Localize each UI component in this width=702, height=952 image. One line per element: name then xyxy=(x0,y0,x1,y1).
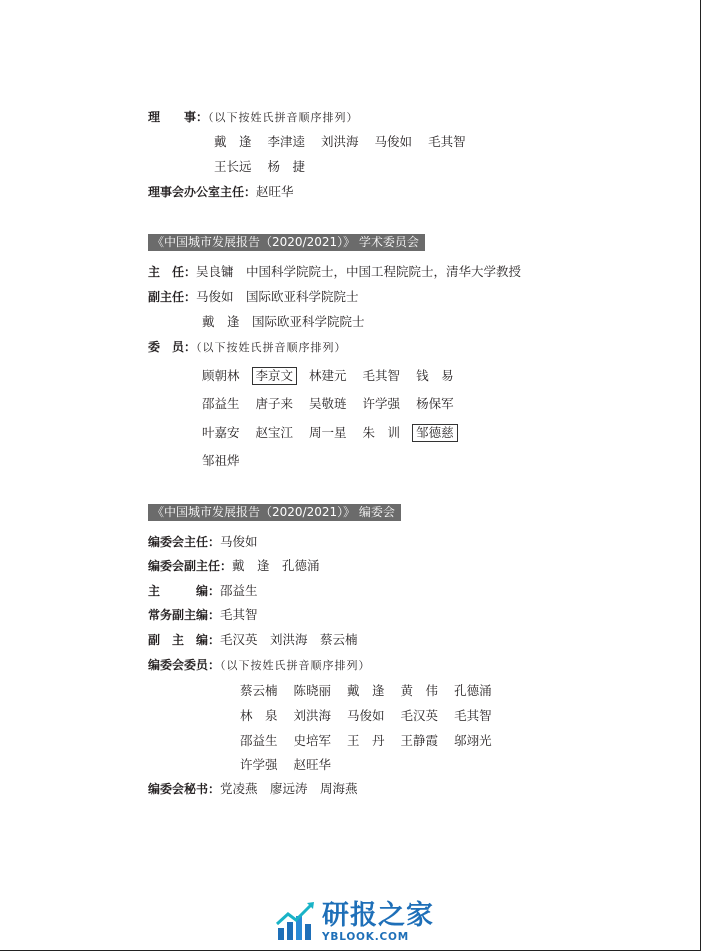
academic-member: 邵益生 xyxy=(202,396,240,411)
academic-member: 周一星 xyxy=(309,425,347,440)
editorial-member: 邵益生 xyxy=(240,733,278,748)
academic-member: 毛其智 xyxy=(362,368,401,383)
academic-row-4 xyxy=(202,453,256,469)
editorial-members-note: （以下按姓氏拼音顺序排列） xyxy=(220,659,371,672)
editorial-row-1 xyxy=(240,683,508,699)
editorial-member: 王 丹 xyxy=(347,733,385,748)
editorial-secretary-line xyxy=(148,781,358,797)
editorial-members-label: 编委会委员： xyxy=(148,658,221,672)
editorial-member: 戴 逢 xyxy=(347,683,385,698)
board-office-line xyxy=(148,184,294,200)
editorial-header: 《中国城市发展报告（2020/2021）》 编委会 xyxy=(148,504,401,521)
academic-member: 唐子来 xyxy=(255,396,294,411)
editorial-member: 毛其智 xyxy=(454,708,492,723)
academic-member: 顾朝林 xyxy=(202,368,240,383)
editorial-member: 刘洪海 xyxy=(293,708,332,723)
board-office-label: 理事会办公室主任： xyxy=(148,185,257,199)
academic-members-line xyxy=(148,339,347,356)
board-line xyxy=(148,109,359,126)
academic-header: 《中国城市发展报告（2020/2021）》 学术委员会 xyxy=(148,234,425,251)
board-member: 戴 逢 xyxy=(214,134,252,149)
academic-row-3 xyxy=(202,424,470,442)
editorial-member: 王静霞 xyxy=(400,733,439,748)
academic-member: 杨保军 xyxy=(416,396,454,411)
academic-members-note: （以下按姓氏拼音顺序排列） xyxy=(196,341,347,354)
academic-member-boxed: 李京文 xyxy=(252,367,298,385)
academic-row-1 xyxy=(202,367,470,385)
board-office-name: 赵旺华 xyxy=(256,184,294,199)
editorial-row-4 xyxy=(240,757,347,773)
editorial-chief-label: 主 编： xyxy=(148,584,221,598)
academic-member: 叶嘉安 xyxy=(202,425,240,440)
academic-chair-line xyxy=(148,264,521,280)
editorial-member: 赵旺华 xyxy=(293,757,332,772)
editorial-member: 邬翊光 xyxy=(454,733,492,748)
editorial-secretary: 党凌燕 廖远涛 周海燕 xyxy=(220,781,358,796)
editorial-member: 许学强 xyxy=(240,757,278,772)
academic-member-boxed: 邹德慈 xyxy=(412,424,458,442)
editorial-chief-line xyxy=(148,583,258,599)
editorial-deputy-line xyxy=(148,632,358,648)
editorial-deputy-label: 副 主 编： xyxy=(148,633,221,647)
board-member: 毛其智 xyxy=(428,134,466,149)
editorial-row-2 xyxy=(240,708,508,724)
editorial-exec: 毛其智 xyxy=(220,607,258,622)
academic-vice-line-2 xyxy=(202,314,365,330)
board-member: 李津逵 xyxy=(267,134,306,149)
academic-vice-1: 马俊如 国际欧亚科学院院士 xyxy=(196,289,359,304)
board-row-2 xyxy=(214,159,321,175)
academic-chair: 吴良镛 中国科学院院士，中国工程院院士，清华大学教授 xyxy=(196,264,522,279)
academic-member: 钱 易 xyxy=(416,368,454,383)
board-member: 马俊如 xyxy=(374,134,413,149)
board-member: 王长远 xyxy=(214,159,252,174)
chart-logo-icon xyxy=(274,900,318,944)
watermark-text: 研报之家 xyxy=(322,900,434,931)
watermark xyxy=(274,900,444,948)
academic-vice-line xyxy=(148,289,359,305)
board-label: 理 事： xyxy=(148,110,209,124)
academic-row-2 xyxy=(202,396,470,412)
editorial-vice-label: 编委会副主任： xyxy=(148,559,233,573)
academic-member: 吴敬琏 xyxy=(309,396,347,411)
editorial-members-line xyxy=(148,657,371,674)
watermark-url: YBLOOK.COM xyxy=(322,931,409,943)
academic-vice-label: 副主任： xyxy=(148,290,197,304)
editorial-member: 马俊如 xyxy=(347,708,385,723)
editorial-member: 毛汉英 xyxy=(400,708,439,723)
editorial-vice: 戴 逢 孔德涌 xyxy=(232,558,320,573)
editorial-member: 林 泉 xyxy=(240,708,278,723)
editorial-member: 黄 伟 xyxy=(400,683,439,698)
academic-vice-2: 戴 逢 国际欧亚科学院院士 xyxy=(202,314,365,329)
editorial-director-label: 编委会主任： xyxy=(148,535,221,549)
editorial-vice-line xyxy=(148,558,320,574)
board-row-1 xyxy=(214,134,482,150)
academic-member: 赵宝江 xyxy=(255,425,294,440)
academic-member: 朱 训 xyxy=(362,425,401,440)
board-member: 刘洪海 xyxy=(321,134,359,149)
editorial-secretary-label: 编委会秘书： xyxy=(148,782,221,796)
editorial-exec-label: 常务副主编： xyxy=(148,608,221,622)
editorial-row-3 xyxy=(240,733,508,749)
academic-member: 邹祖烨 xyxy=(202,453,240,468)
editorial-member: 蔡云楠 xyxy=(240,683,278,698)
board-member: 杨 捷 xyxy=(267,159,306,174)
editorial-member: 史培军 xyxy=(293,733,332,748)
editorial-member: 陈晓丽 xyxy=(293,683,332,698)
academic-member: 林建元 xyxy=(309,368,347,383)
board-note: （以下按姓氏拼音顺序排列） xyxy=(208,111,359,124)
editorial-director-line xyxy=(148,534,258,550)
academic-members-label: 委 员： xyxy=(148,340,197,354)
academic-chair-label: 主 任： xyxy=(148,265,197,279)
editorial-director: 马俊如 xyxy=(220,534,258,549)
editorial-exec-line xyxy=(148,607,258,623)
editorial-chief: 邵益生 xyxy=(220,583,258,598)
academic-member: 许学强 xyxy=(362,396,401,411)
editorial-deputy: 毛汉英 刘洪海 蔡云楠 xyxy=(220,632,358,647)
editorial-member: 孔德涌 xyxy=(454,683,492,698)
